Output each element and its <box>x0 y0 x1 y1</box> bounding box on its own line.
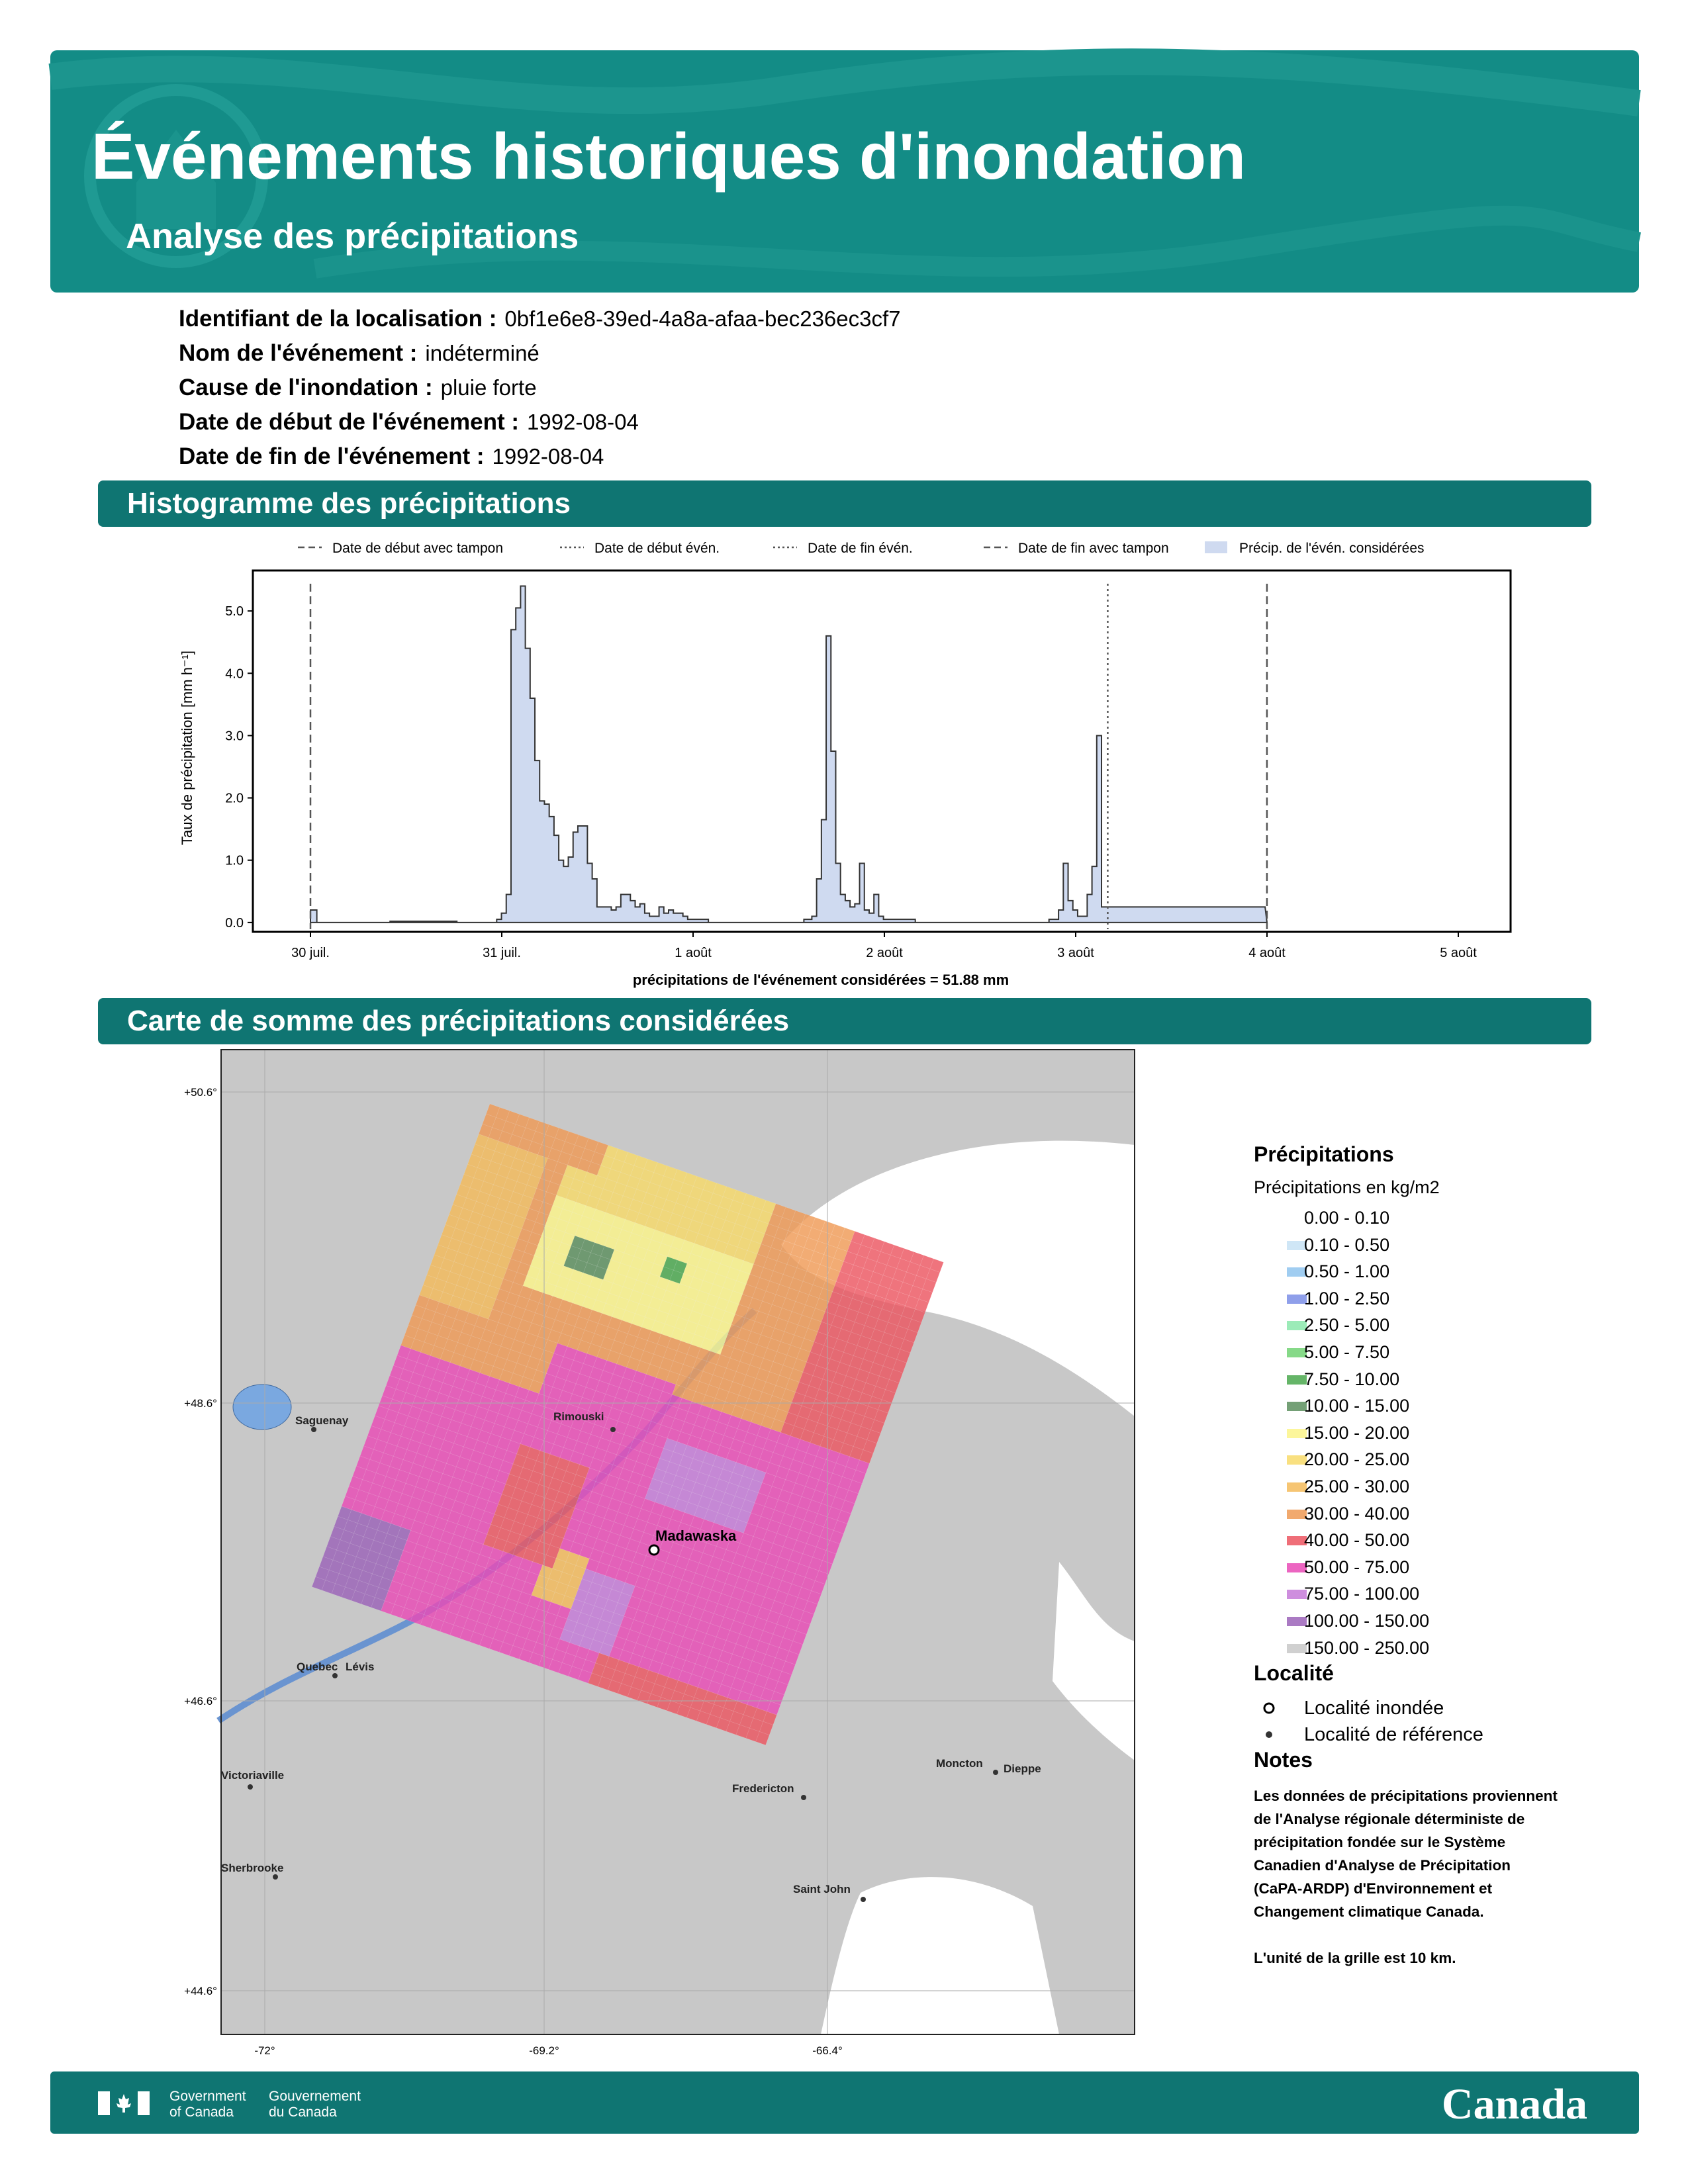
ref-locality-dot <box>273 1874 278 1880</box>
info-row-event-name <box>179 336 901 371</box>
legend-class-label: 0.10 - 0.50 <box>1304 1234 1390 1255</box>
notes-line: précipitation fondée sur le Système <box>1254 1834 1506 1851</box>
lat-tick: +50.6° <box>184 1086 217 1099</box>
notes-line: (CaPA-ARDP) d'Environnement et <box>1254 1880 1492 1897</box>
open-circle-icon <box>1259 1695 1279 1721</box>
place-label: Rimouski <box>553 1410 604 1423</box>
legend-precip-subtitle: Précipitations en kg/m2 <box>1254 1177 1440 1197</box>
x-tick-label: 4 août <box>1248 946 1286 960</box>
canada-wordmark: Canada <box>1441 2080 1587 2128</box>
legend-class <box>1254 1580 1624 1608</box>
legend-class <box>1254 1608 1624 1635</box>
y-tick-label: 2.0 <box>225 791 244 806</box>
precipitation-map <box>184 1046 1139 2065</box>
info-label: Nom de l'événement : <box>179 340 418 366</box>
ref-locality-dot <box>993 1770 998 1775</box>
x-tick-label: 1 août <box>675 946 712 960</box>
legend-class <box>1254 1446 1624 1473</box>
lat-tick: +46.6° <box>184 1695 217 1707</box>
plot-frame <box>253 570 1511 932</box>
legend-label: Précip. de l'évén. considérées <box>1239 541 1425 556</box>
legend-localities <box>1254 1695 1624 1748</box>
legend-class <box>1254 1392 1624 1420</box>
info-row-flood-cause <box>179 371 901 405</box>
precipitation-histogram <box>159 529 1523 993</box>
info-row-location-id <box>179 302 901 336</box>
place-label: Moncton <box>936 1757 983 1770</box>
map-legend <box>1254 1142 1624 1970</box>
y-tick-label: 4.0 <box>225 666 244 682</box>
title-banner <box>50 50 1639 293</box>
place-label: Dieppe <box>1004 1762 1041 1775</box>
y-tick-label: 3.0 <box>225 729 244 744</box>
notes-title: Notes <box>1254 1748 1313 1772</box>
legend-class-label: 150.00 - 250.00 <box>1304 1637 1430 1658</box>
notes-spacer <box>1254 1923 1624 1946</box>
legend-class-label: 20.00 - 25.00 <box>1304 1449 1410 1470</box>
legend-flooded-label: Localité inondée <box>1304 1698 1444 1719</box>
lon-tick: -69.2° <box>529 2044 559 2057</box>
legend-label: Date de fin avec tampon <box>1018 541 1169 556</box>
legend-marker <box>1205 541 1227 553</box>
notes-text <box>1254 1784 1624 1970</box>
info-value: 1992-08-04 <box>492 444 604 469</box>
legend-class <box>1254 1205 1624 1232</box>
legend-class <box>1254 1312 1624 1339</box>
y-axis <box>225 604 253 931</box>
gov-en-label: Government of Canada <box>169 2089 246 2120</box>
y-tick-label: 5.0 <box>225 604 244 619</box>
y-tick-label: 0.0 <box>225 915 244 931</box>
place-label: Saguenay <box>295 1414 349 1427</box>
legend-class-label: 40.00 - 50.00 <box>1304 1530 1410 1551</box>
chart-legend <box>298 541 1425 556</box>
x-axis-label: précipitations de l'événement considérées = 51.88 mm <box>632 972 1009 988</box>
info-value: 1992-08-04 <box>527 410 639 434</box>
info-label: Date de fin de l'événement : <box>179 443 485 469</box>
legend-flooded-locality <box>1254 1695 1624 1721</box>
x-tick-label: 3 août <box>1057 946 1094 960</box>
legend-precip-title: Précipitations <box>1254 1142 1394 1166</box>
lon-tick: -72° <box>254 2044 275 2057</box>
lake-saint-jean <box>233 1385 291 1430</box>
info-row-end-date <box>179 439 901 474</box>
place-label: Fredericton <box>732 1782 794 1795</box>
legend-class-label: 100.00 - 150.00 <box>1304 1610 1430 1631</box>
legend-class-label: 0.50 - 1.00 <box>1304 1261 1390 1282</box>
x-tick-label: 5 août <box>1440 946 1477 960</box>
legend-class-label: 15.00 - 20.00 <box>1304 1422 1410 1443</box>
legend-class <box>1254 1554 1624 1581</box>
footer-bar <box>50 2071 1639 2134</box>
ref-locality-dot <box>332 1673 338 1678</box>
lat-tick: +48.6° <box>184 1397 217 1410</box>
legend-class <box>1254 1473 1624 1500</box>
ref-locality-dot <box>861 1897 866 1902</box>
notes-line: L'unité de la grille est 10 km. <box>1254 1950 1456 1967</box>
legend-label: Date de début avec tampon <box>332 541 504 556</box>
legend-label: Date de fin évén. <box>808 541 913 556</box>
legend-reference-label: Localité de référence <box>1304 1724 1483 1746</box>
y-tick-label: 1.0 <box>225 853 244 868</box>
info-label: Identifiant de la localisation : <box>179 306 497 332</box>
legend-reference-locality <box>1254 1721 1624 1748</box>
ref-locality-dot <box>248 1784 253 1790</box>
place-label: Lévis <box>346 1661 375 1673</box>
legend-locality-title: Localité <box>1254 1661 1334 1686</box>
info-row-start-date <box>179 405 901 439</box>
legend-class-label: 0.00 - 0.10 <box>1304 1208 1390 1228</box>
section-header-map: Carte de somme des précipitations considérées <box>98 998 1591 1044</box>
lon-tick: -66.4° <box>812 2044 843 2057</box>
info-value: 0bf1e6e8-39ed-4a8a-afaa-bec236ec3cf7 <box>504 306 901 331</box>
legend-label: Date de début évén. <box>594 541 720 556</box>
legend-class-label: 2.50 - 5.00 <box>1304 1315 1390 1336</box>
place-label: Quebec <box>297 1661 338 1673</box>
legend-class-label: 10.00 - 15.00 <box>1304 1396 1410 1416</box>
legend-class <box>1254 1500 1624 1527</box>
ref-locality-dot <box>801 1795 806 1800</box>
legend-class-label: 25.00 - 30.00 <box>1304 1476 1410 1496</box>
legend-class <box>1254 1339 1624 1366</box>
notes-line: Changement climatique Canada. <box>1254 1903 1484 1921</box>
x-axis <box>291 932 1477 960</box>
info-label: Cause de l'inondation : <box>179 375 433 400</box>
gov-fr-label: Gouvernement du Canada <box>269 2089 361 2120</box>
legend-class <box>1254 1258 1624 1285</box>
flooded-locality-marker <box>649 1545 659 1555</box>
info-value: pluie forte <box>440 375 537 400</box>
legend-class <box>1254 1366 1624 1393</box>
ref-locality-dot <box>610 1427 616 1432</box>
legend-class <box>1254 1232 1624 1259</box>
info-label: Date de début de l'événement : <box>179 409 519 435</box>
y-axis-label: Taux de précipitation [mm h⁻¹] <box>179 650 195 846</box>
page-title: Événements historiques d'inondation <box>91 120 1246 193</box>
lat-tick: +44.6° <box>184 1985 217 1997</box>
x-tick-label: 2 août <box>866 946 903 960</box>
notes-line: Canadien d'Analyse de Précipitation <box>1254 1857 1511 1874</box>
legend-class <box>1254 1420 1624 1447</box>
place-label: Sherbrooke <box>221 1862 284 1874</box>
legend-classes <box>1254 1205 1624 1661</box>
legend-class <box>1254 1635 1624 1662</box>
legend-class-label: 75.00 - 100.00 <box>1304 1584 1420 1604</box>
place-label-flooded: Madawaska <box>655 1527 737 1544</box>
notes-line: Les données de précipitations proviennent <box>1254 1788 1558 1805</box>
legend-class-label: 30.00 - 40.00 <box>1304 1503 1410 1524</box>
legend-class <box>1254 1527 1624 1554</box>
dot-icon <box>1259 1721 1279 1748</box>
ref-locality-dot <box>311 1427 316 1432</box>
event-info <box>179 302 901 474</box>
place-label: Victoriaville <box>221 1769 285 1782</box>
page-subtitle: Analyse des précipitations <box>126 216 579 256</box>
legend-class-label: 5.00 - 7.50 <box>1304 1342 1390 1362</box>
section-header-histogram: Histogramme des précipitations <box>98 480 1591 527</box>
x-tick-label: 31 juil. <box>483 946 521 960</box>
legend-class-label: 50.00 - 75.00 <box>1304 1557 1410 1577</box>
canada-flag-icon <box>98 2091 150 2115</box>
legend-class-label: 7.50 - 10.00 <box>1304 1369 1400 1389</box>
x-tick-label: 30 juil. <box>291 946 330 960</box>
info-value: indéterminé <box>425 341 539 365</box>
legend-class <box>1254 1285 1624 1312</box>
place-label: Saint John <box>793 1883 851 1895</box>
legend-class-label: 1.00 - 2.50 <box>1304 1288 1390 1308</box>
notes-line: de l'Analyse régionale déterministe de <box>1254 1811 1525 1828</box>
